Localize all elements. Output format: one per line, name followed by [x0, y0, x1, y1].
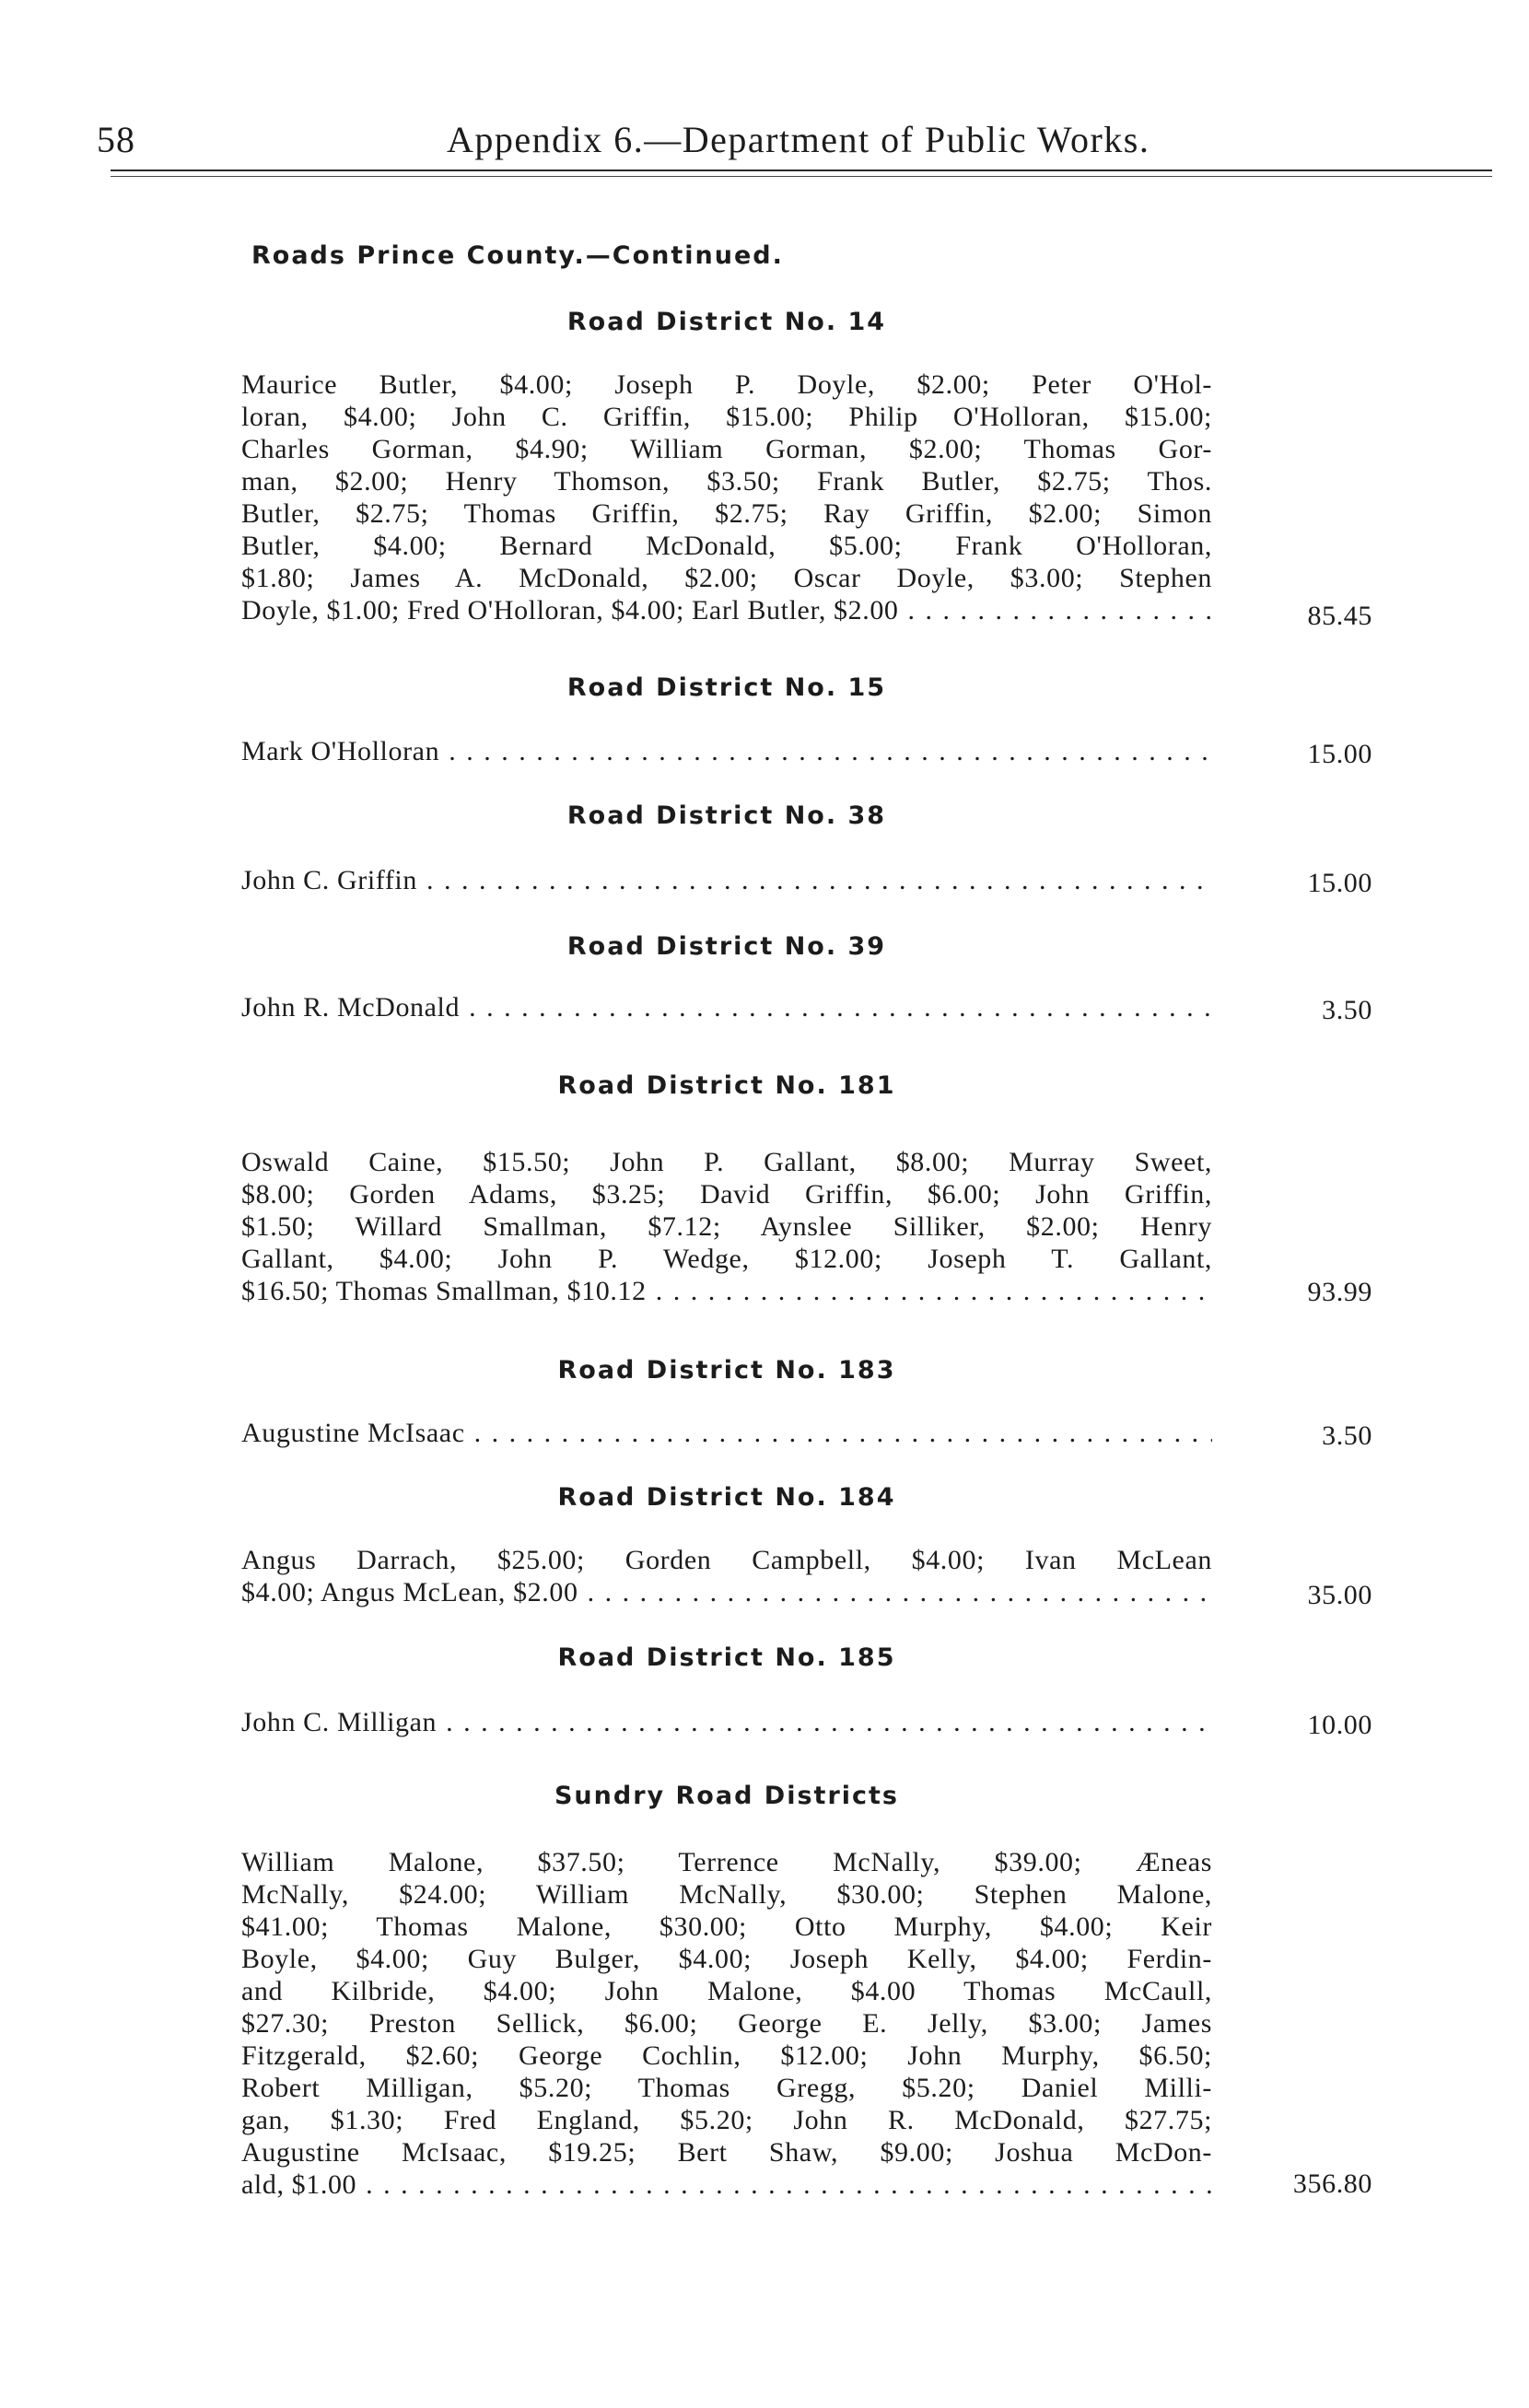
entry-final-line [241, 1706, 1212, 1738]
district-amount-185: 10.00 [1307, 1710, 1372, 1740]
header-rule [111, 169, 1492, 171]
district-amount-14: 85.45 [1307, 601, 1372, 631]
entry-final-line [241, 864, 1212, 896]
dot-leader [474, 1417, 1212, 1449]
district-amount-15: 15.00 [1307, 739, 1372, 769]
district-entries-15 [241, 735, 1212, 767]
district-heading-39: Road District No. 39 [566, 932, 887, 961]
entry-line: loran, $4.00; John C. Griffin, $15.00; Philip O'Holloran, $15.00; [241, 402, 1212, 432]
district-heading-14: Road District No. 14 [566, 308, 887, 336]
entry-line: Butler, $4.00; Bernard McDonald, $5.00; Frank O'Holloran, [241, 531, 1212, 561]
district-heading-181: Road District No. 181 [557, 1071, 896, 1100]
district-entries-39 [241, 991, 1212, 1023]
district-entries-14 [241, 368, 1212, 626]
entry-line: Butler, $2.75; Thomas Griffin, $2.75; Ray Griffin, $2.00; Simon [241, 498, 1212, 529]
dot-leader [588, 1576, 1212, 1608]
district-amount-184: 35.00 [1307, 1580, 1372, 1610]
entry-line: man, $2.00; Henry Thomson, $3.50; Frank Butler, $2.75; Thos. [241, 466, 1212, 497]
district-heading-184: Road District No. 184 [557, 1483, 896, 1512]
entry-final-text: John R. McDonald [241, 992, 461, 1023]
entry-final-text: $4.00; Angus McLean, $2.00 [241, 1577, 578, 1607]
district-entries-184 [241, 1544, 1212, 1608]
entry-final-line [241, 594, 1212, 626]
district-heading-15: Road District No. 15 [566, 673, 887, 702]
dot-leader [656, 1275, 1212, 1307]
entry-final-text: Augustine McIsaac [241, 1418, 465, 1448]
entry-final-text: ald, $1.00 [241, 2169, 357, 2200]
entry-line: Boyle, $4.00; Guy Bulger, $4.00; Joseph Kelly, $4.00; Ferdin- [241, 1944, 1212, 1974]
entry-line: and Kilbride, $4.00; John Malone, $4.00 Thomas McCaull, [241, 1976, 1212, 2006]
entry-final-line [241, 1576, 1212, 1608]
district-entries-185 [241, 1706, 1212, 1738]
entry-line: William Malone, $37.50; Terrence McNally, $39.00; Æneas [241, 1847, 1212, 1877]
entry-line: Augustine McIsaac, $19.25; Bert Shaw, $9.00; Joshua McDon- [241, 2137, 1212, 2168]
entry-final-line [241, 735, 1212, 767]
district-heading-sundry: Sundry Road Districts [554, 1782, 899, 1810]
entry-line: $8.00; Gorden Adams, $3.25; David Griffin, $6.00; John Griffin, [241, 1179, 1212, 1210]
entry-line: Fitzgerald, $2.60; George Cochlin, $12.00; John Murphy, $6.50; [241, 2040, 1212, 2071]
entry-line: Oswald Caine, $15.50; John P. Gallant, $8.00; Murray Sweet, [241, 1147, 1212, 1177]
district-amount-181: 93.99 [1307, 1277, 1372, 1307]
entry-final-text: John C. Milligan [241, 1707, 438, 1737]
section-caption: Roads Prince County.—Continued. [251, 241, 784, 270]
entry-line: Robert Milligan, $5.20; Thomas Gregg, $5.20; Daniel Milli- [241, 2073, 1212, 2103]
entry-line: $27.30; Preston Sellick, $6.00; George E. Jelly, $3.00; James [241, 2008, 1212, 2039]
district-heading-185: Road District No. 185 [557, 1643, 896, 1672]
district-amount-sundry: 356.80 [1292, 2168, 1372, 2199]
entry-final-text: John C. Griffin [241, 865, 417, 895]
entry-final-text: Mark O'Holloran [241, 736, 440, 766]
entry-line: gan, $1.30; Fred England, $5.20; John R. McDonald, $27.75; [241, 2105, 1212, 2135]
entry-line: Angus Darrach, $25.00; Gorden Campbell, $4.00; Ivan McLean [241, 1545, 1212, 1575]
district-heading-38: Road District No. 38 [566, 801, 887, 830]
entry-line: Maurice Butler, $4.00; Joseph P. Doyle, $2.00; Peter O'Hol- [241, 369, 1212, 400]
district-amount-38: 15.00 [1307, 868, 1372, 898]
entry-final-line [241, 1275, 1212, 1307]
entry-line: Gallant, $4.00; John P. Wedge, $12.00; Joseph T. Gallant, [241, 1244, 1212, 1274]
page-header [97, 109, 1478, 164]
entry-final-text: $16.50; Thomas Smallman, $10.12 [241, 1276, 647, 1306]
district-entries-181 [241, 1146, 1212, 1307]
entry-final-line [241, 991, 1212, 1023]
dot-leader [908, 594, 1212, 626]
dot-leader [426, 864, 1212, 896]
dot-leader [366, 2168, 1212, 2201]
district-heading-183: Road District No. 183 [557, 1356, 896, 1385]
dot-leader [449, 735, 1212, 767]
entry-final-line [241, 2168, 1212, 2201]
entry-line: McNally, $24.00; William McNally, $30.00; Stephen Malone, [241, 1879, 1212, 1910]
dot-leader [446, 1706, 1212, 1738]
district-amount-183: 3.50 [1322, 1420, 1372, 1451]
dot-leader [469, 991, 1212, 1023]
header-rule-secondary [111, 176, 1492, 177]
district-entries-38 [241, 864, 1212, 896]
page-number: 58 [97, 119, 135, 160]
entry-line: $1.50; Willard Smallman, $7.12; Aynslee Silliker, $2.00; Henry [241, 1211, 1212, 1242]
running-head: Appendix 6.—Department of Public Works. [447, 119, 1150, 160]
entry-final-text: Doyle, $1.00; Fred O'Holloran, $4.00; Earl Butler, $2.00 [241, 595, 899, 625]
entry-line: $1.80; James A. McDonald, $2.00; Oscar Doyle, $3.00; Stephen [241, 563, 1212, 593]
entry-final-line [241, 1417, 1212, 1449]
district-entries-sundry [241, 1846, 1212, 2201]
entry-line: Charles Gorman, $4.90; William Gorman, $2.00; Thomas Gor- [241, 434, 1212, 464]
district-amount-39: 3.50 [1322, 995, 1372, 1025]
entry-line: $41.00; Thomas Malone, $30.00; Otto Murphy, $4.00; Keir [241, 1911, 1212, 1942]
district-entries-183 [241, 1417, 1212, 1449]
